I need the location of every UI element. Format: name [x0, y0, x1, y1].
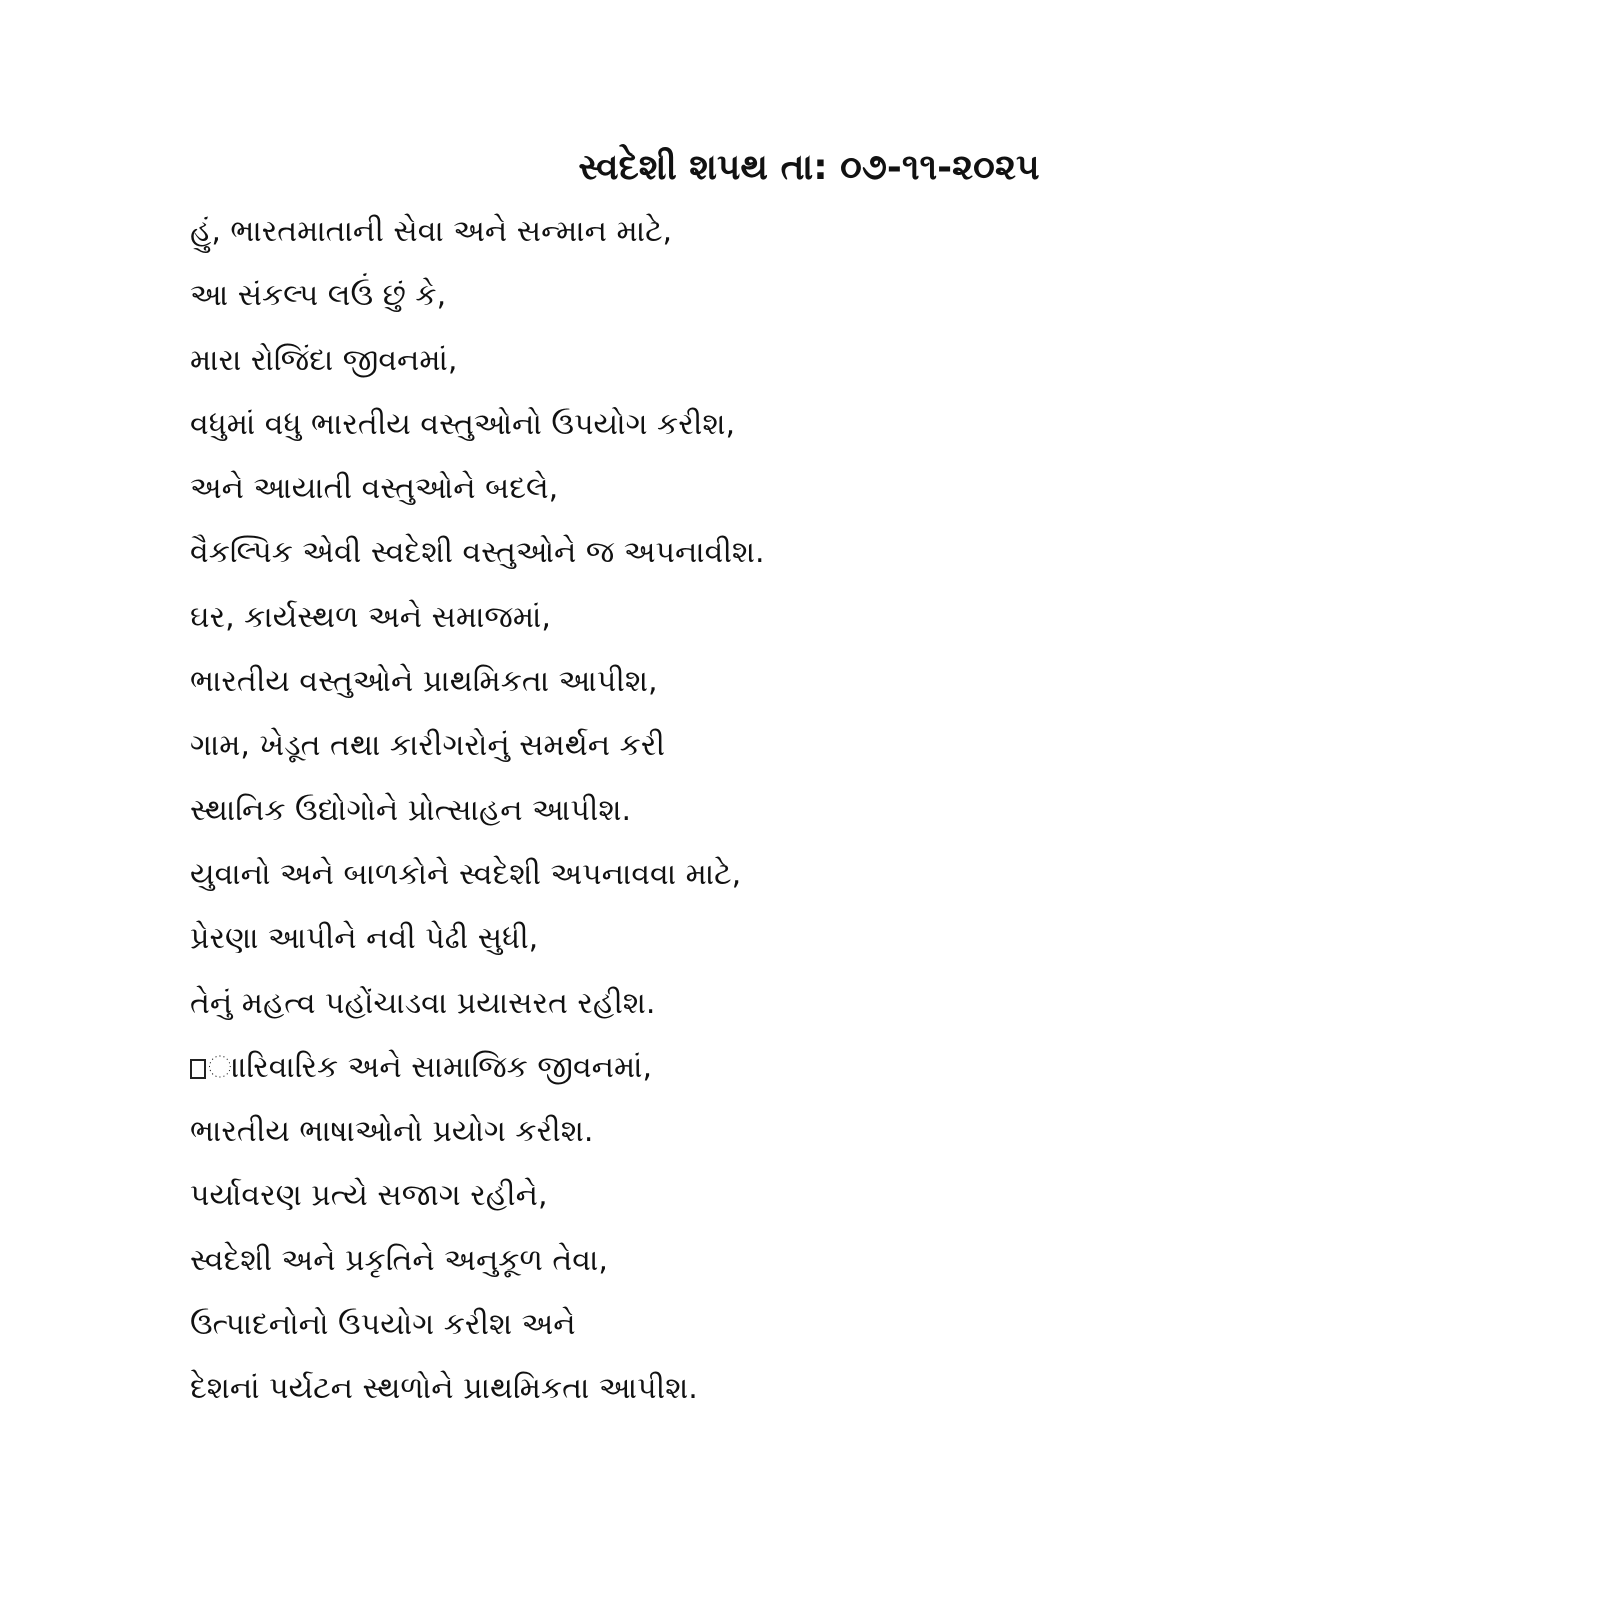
oath-line: દેશનાં પર્યટન સ્થળોને પ્રાથમિકતા આપીશ. — [190, 1371, 698, 1407]
missing-glyph-box-icon — [190, 1059, 206, 1079]
oath-line: સ્થાનિક ઉદ્યોગોને પ્રોત્સાહન આપીશ. — [190, 792, 632, 828]
oath-line: ઉત્પાદનોનો ઉપયોગ કરીશ અને — [190, 1307, 576, 1343]
oath-line: તેનું મહત્વ પહોંચાડવા પ્રયાસરત રહીશ. — [190, 985, 656, 1021]
oath-line: અને આયાતી વસ્તુઓને બદલે, — [190, 471, 559, 507]
oath-line: યુવાનો અને બાળકોને સ્વદેશી અપનાવવા માટે, — [190, 856, 742, 892]
oath-line: વૈકલ્પિક એવી સ્વદેશી વસ્તુઓને જ અપનાવીશ. — [190, 535, 765, 571]
oath-line: ભારતીય વસ્તુઓને પ્રાથમિકતા આપીશ, — [190, 664, 658, 700]
oath-line: વધુમાં વધુ ભારતીય વસ્તુઓનો ઉપયોગ કરીશ, — [190, 406, 735, 442]
oath-line: ગામ, ખેડૂત તથા કારીગરોનું સમર્થન કરી — [190, 728, 665, 764]
oath-title: સ્વદેશી શપથ તા: ૦૭-૧૧-૨૦૨૫ — [578, 147, 1040, 188]
oath-line: ઘર, કાર્યસ્થળ અને સમાજમાં, — [190, 599, 551, 635]
oath-line-with-missing-glyph — [190, 1046, 1490, 1110]
oath-line: મારા રોજિંદા જીવનમાં, — [190, 342, 458, 378]
oath-line-text: ાારિવારિક અને સામાજિક જીવનમાં, — [208, 1049, 653, 1085]
oath-line: આ સંકલ્પ લઉં છું કે, — [190, 278, 447, 314]
oath-line: હું, ભારતમાતાની સેવા અને સન્માન માટે, — [190, 214, 673, 249]
oath-text — [190, 210, 1490, 1432]
oath-line: ભારતીય ભાષાઓનો પ્રયોગ કરીશ. — [190, 1114, 594, 1150]
oath-line: પ્રેરણા આપીને નવી પેઢી સુધી, — [190, 921, 539, 957]
oath-line: પર્યાવરણ પ્રત્યે સજાગ રહીને, — [190, 1178, 548, 1214]
oath-line: સ્વદેશી અને પ્રકૃતિને અનુકૂળ તેવા, — [190, 1242, 608, 1278]
